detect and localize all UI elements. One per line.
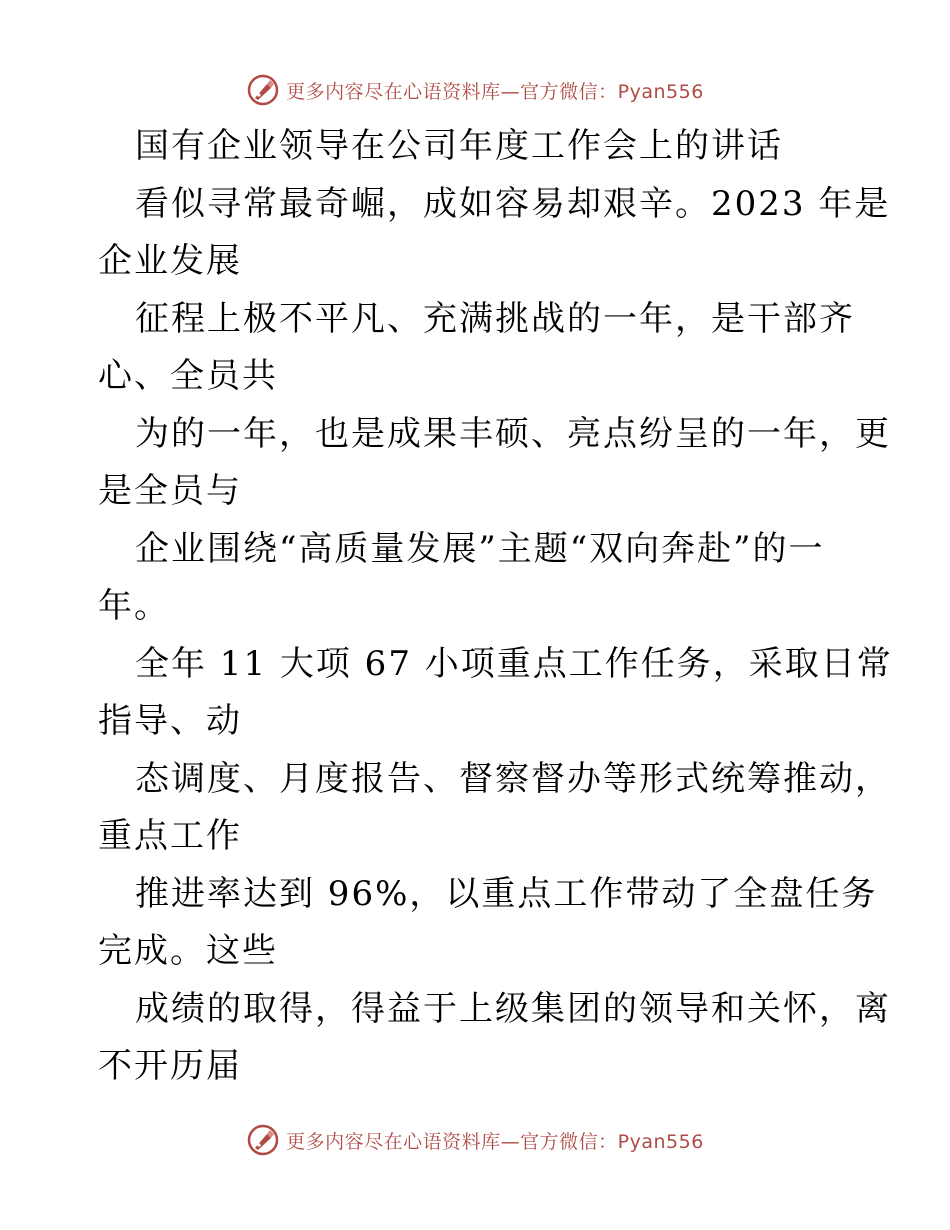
text-line: 完成。这些: [98, 931, 278, 971]
text-line: 年。: [98, 586, 170, 626]
pen-nib-logo-icon: [246, 73, 280, 107]
text-line: 全年 11 大项 67 小项重点工作任务，采取日常: [135, 643, 893, 684]
text-line: 企业围绕“高质量发展”主题“双向奔赴”的一: [135, 528, 825, 569]
text-line: 是全员与: [98, 471, 242, 511]
document-title: 国有企业领导在公司年度工作会上的讲话: [135, 126, 783, 166]
text-line: 为的一年，也是成果丰硕、亮点纷呈的一年，更: [135, 413, 891, 454]
text-line: 看似寻常最奇崛，成如容易却艰辛。2023 年是: [135, 183, 891, 224]
watermark-text: 更多内容尽在心语资料库—官方微信：Pyan556: [286, 1130, 704, 1153]
text-line: 不开历届: [98, 1046, 242, 1086]
header-watermark: [0, 70, 950, 110]
text-line: 重点工作: [98, 816, 242, 856]
text-line: 态调度、月度报告、督察督办等形式统筹推动，: [135, 758, 891, 799]
text-line: 心、全员共: [98, 356, 278, 396]
text-line: 推进率达到 96%，以重点工作带动了全盘任务: [135, 873, 878, 914]
text-line: 指导、动: [98, 701, 242, 741]
footer-watermark: [0, 1120, 950, 1160]
text-line: 征程上极不平凡、充满挑战的一年，是干部齐: [135, 298, 855, 339]
watermark-text: 更多内容尽在心语资料库—官方微信：Pyan556: [286, 80, 704, 103]
pen-nib-logo-icon: [246, 1123, 280, 1157]
document-body: [98, 118, 893, 1096]
text-line: 企业发展: [98, 241, 242, 281]
text-line: 成绩的取得，得益于上级集团的领导和关怀，离: [135, 988, 891, 1029]
